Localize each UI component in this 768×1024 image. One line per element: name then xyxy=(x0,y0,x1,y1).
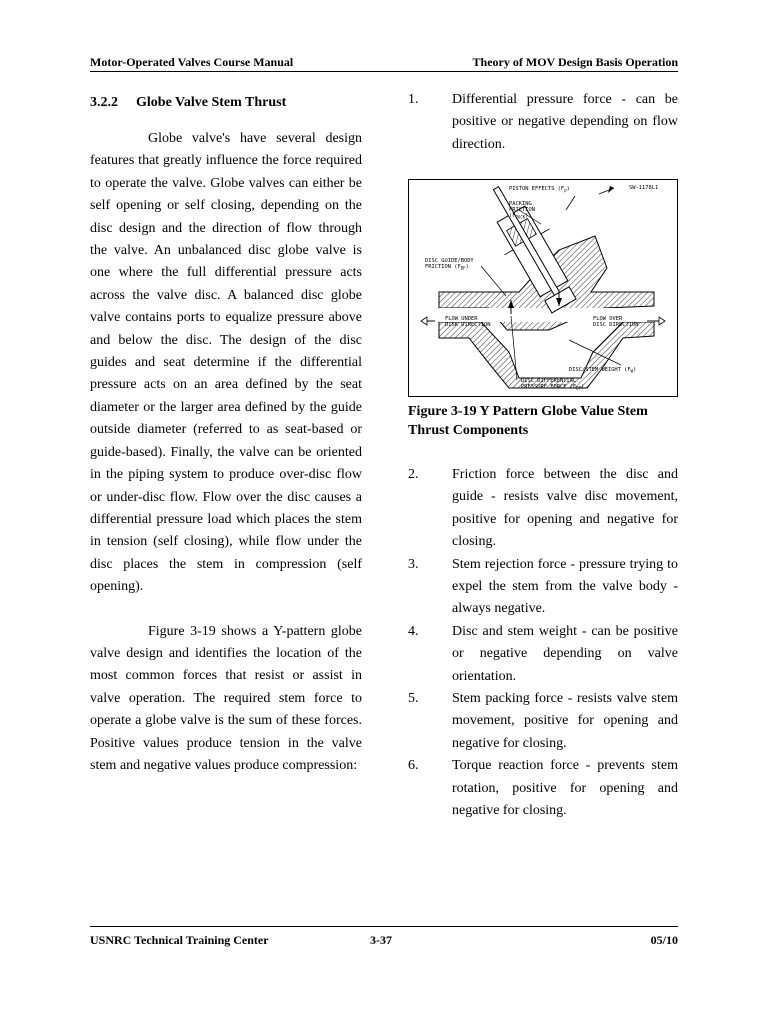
list-item-text: Differential pressure force - can be positive or negative depending on flow direction. xyxy=(452,92,678,152)
force-list xyxy=(408,464,678,823)
footer-page-number: 3-37 xyxy=(370,933,392,947)
label-disc-guide-1: DISC GUIDE/BODY xyxy=(425,258,474,264)
list-item-number: 2. xyxy=(408,467,419,482)
footer-organization: USNRC Technical Training Center xyxy=(90,933,269,947)
header-manual-title: Motor-Operated Valves Course Manual xyxy=(90,55,294,69)
label-disc-dp-2: PRESSURE FORCE $(F_{DP})$ xyxy=(521,384,585,391)
list-item-1 xyxy=(408,89,678,156)
footer-date: 05/10 xyxy=(650,933,678,947)
right-column-top xyxy=(408,89,678,156)
label-flow-under-1: FLOW UNDER xyxy=(445,316,478,322)
list-item-text: Friction force between the disc and guide - resists valve disc movement, positive for opening and negative for closing. xyxy=(452,467,678,550)
list-item-text: Torque reaction force - prevents stem rotation, positive for opening and negative for closing. xyxy=(452,758,678,819)
page-footer xyxy=(90,926,678,945)
label-packing-friction-2: FRICTION xyxy=(509,207,535,213)
section-heading xyxy=(90,92,362,114)
list-item-number: 6. xyxy=(408,758,419,774)
list-item-3 xyxy=(408,554,678,621)
body-paragraph-1: Globe valve's have several design features that greatly influence the force required to operate the valve. Globe valves can either be self opening or self closing, depending on the disc design and the direction of flow through the valve. An unbalanced disc globe valve is one where the full differential pressure acts across the valve disc. A balanced disc globe valve contains ports to equalize pressure above and below the disc. The design of the disc guides and seat determine if the differential pressure acts on an area defined by the seat diameter or the larger area defined by the guide outside diameter (referred to as seat-based or guide-based). Finally, the valve can be oriented in the piping system to produce over-disc flow or under-disc flow. Flow over the disc causes a differential pressure load which places the stem in tension (self closing), while flow under the disc places the stem in compression (self opening). xyxy=(90,131,362,595)
figure-y-pattern-globe-valve xyxy=(408,179,678,397)
list-item-text: Stem packing force - resists valve stem movement, positive for opening and negative for closing. xyxy=(452,691,678,751)
label-flow-over-2: DISC DIRECTION xyxy=(593,322,639,328)
label-flow-under-2: DISK DIRECTION xyxy=(445,322,491,328)
list-item-text: Disc and stem weight - can be positive or negative depending on valve orientation. xyxy=(452,623,678,684)
left-column xyxy=(90,92,362,777)
list-item-number: 4. xyxy=(408,623,419,639)
label-disc-dp-1: DISC DIFFERENTIAL xyxy=(521,378,577,384)
list-item-number: 5. xyxy=(408,691,419,707)
label-flow-over-1: FLOW OVER xyxy=(593,316,623,322)
list-item-4 xyxy=(408,621,678,688)
label-disc-stem-weight: DISC/STEM WEIGHT $(F_W)$ xyxy=(569,367,637,374)
figure-caption: Figure 3-19 Y Pattern Globe Value Stem Thrust Components xyxy=(408,404,648,438)
header-chapter-title: Theory of MOV Design Basis Operation xyxy=(472,55,678,69)
label-packing-friction-1: PACKING xyxy=(509,201,532,207)
section-title: Globe Valve Stem Thrust xyxy=(136,95,287,110)
list-item-5 xyxy=(408,688,678,755)
label-packing-friction-3: $(F_{PACK})$ xyxy=(509,213,529,220)
list-item-text: Stem rejection force - pressure trying to expel the stem from the valve body - always negative. xyxy=(452,556,678,617)
section-number: 3.2.2 xyxy=(90,95,118,110)
list-item-number: 3. xyxy=(408,556,419,572)
label-disc-guide-2: FRICTION $(F_{DF})$ xyxy=(425,264,469,271)
body-paragraph-2: Figure 3-19 shows a Y-pattern globe valve design and identifies the location of the most common forces that resist or assist in valve operation. The required stem force to operate a globe valve is the sum of these forces. Positive values produce tension in the valve stem and negative values produce compression: xyxy=(90,623,362,773)
drawing-id: SW-1178L1 xyxy=(629,185,659,191)
label-piston-effects: PISTON EFFECTS $(F_p)$ xyxy=(509,186,570,193)
list-item-6 xyxy=(408,755,678,822)
valve-diagram xyxy=(409,180,677,396)
page-header xyxy=(90,55,678,72)
list-item-2 xyxy=(408,464,678,554)
list-item-number: 1. xyxy=(408,92,419,107)
